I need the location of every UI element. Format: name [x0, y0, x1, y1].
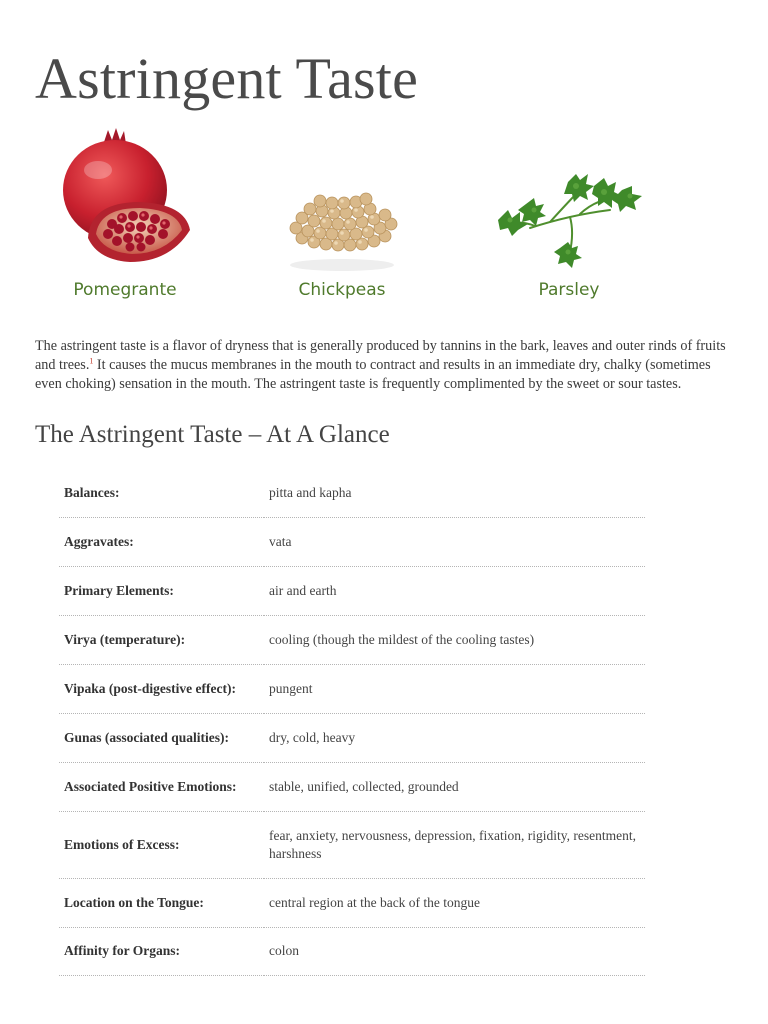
- chickpeas-icon: [272, 120, 412, 275]
- row-value: cooling (though the mildest of the cooling tastes): [264, 615, 645, 664]
- row-label: Aggravates:: [59, 517, 264, 566]
- food-item-chickpeas: [272, 120, 412, 315]
- intro-text-start: The astringent taste is a flavor of dryness that is generally produced by tannins in the bark, leaves and outer rinds of fruits and trees.: [35, 338, 726, 373]
- table-row: [59, 615, 645, 664]
- table-row: [59, 878, 645, 927]
- table-row: [59, 469, 645, 517]
- row-label: Gunas (associated qualities):: [59, 713, 264, 762]
- page-title: Astringent Taste: [35, 46, 419, 111]
- row-value: pitta and kapha: [264, 469, 645, 517]
- row-value: vata: [264, 517, 645, 566]
- row-label: Balances:: [59, 469, 264, 517]
- row-value: stable, unified, collected, grounded: [264, 762, 645, 811]
- row-label: Affinity for Organs:: [59, 927, 264, 975]
- intro-paragraph: [35, 337, 730, 394]
- row-label: Primary Elements:: [59, 566, 264, 615]
- food-item-parsley: [490, 120, 648, 315]
- parsley-icon: [490, 120, 648, 275]
- row-value: central region at the back of the tongue: [264, 878, 645, 927]
- pomegranate-icon: [40, 120, 210, 275]
- section-title: The Astringent Taste – At A Glance: [35, 421, 390, 448]
- row-value: air and earth: [264, 566, 645, 615]
- row-value: fear, anxiety, nervousness, depression, fixation, rigidity, resentment, harshness: [264, 811, 645, 878]
- food-item-pomegranate: [40, 120, 210, 315]
- row-label: Location on the Tongue:: [59, 878, 264, 927]
- row-label: Emotions of Excess:: [59, 811, 264, 878]
- row-value: colon: [264, 927, 645, 975]
- table-row: [59, 517, 645, 566]
- at-a-glance-table: [59, 469, 645, 976]
- intro-text-rest: It causes the mucus membranes in the mouth to contract and results in an immediate dry, chalky (sometimes even choking) sensation in the mouth. The astringent taste is frequently complimented by the sweet or sour tastes.: [35, 357, 711, 392]
- row-label: Vipaka (post-digestive effect):: [59, 664, 264, 713]
- table-row: [59, 762, 645, 811]
- row-label: Associated Positive Emotions:: [59, 762, 264, 811]
- food-label-parsley: Parsley: [538, 280, 600, 300]
- footnote-ref-link[interactable]: 1: [89, 356, 94, 366]
- food-illustrations: [0, 120, 768, 315]
- row-value: pungent: [264, 664, 645, 713]
- table-row: [59, 927, 645, 975]
- table-row: [59, 811, 645, 878]
- row-label: Virya (temperature):: [59, 615, 264, 664]
- food-label-pomegranate: Pomegrante: [73, 280, 177, 300]
- table-row: [59, 566, 645, 615]
- table-row: [59, 713, 645, 762]
- row-value: dry, cold, heavy: [264, 713, 645, 762]
- table-row: [59, 664, 645, 713]
- food-label-chickpeas: Chickpeas: [298, 280, 386, 300]
